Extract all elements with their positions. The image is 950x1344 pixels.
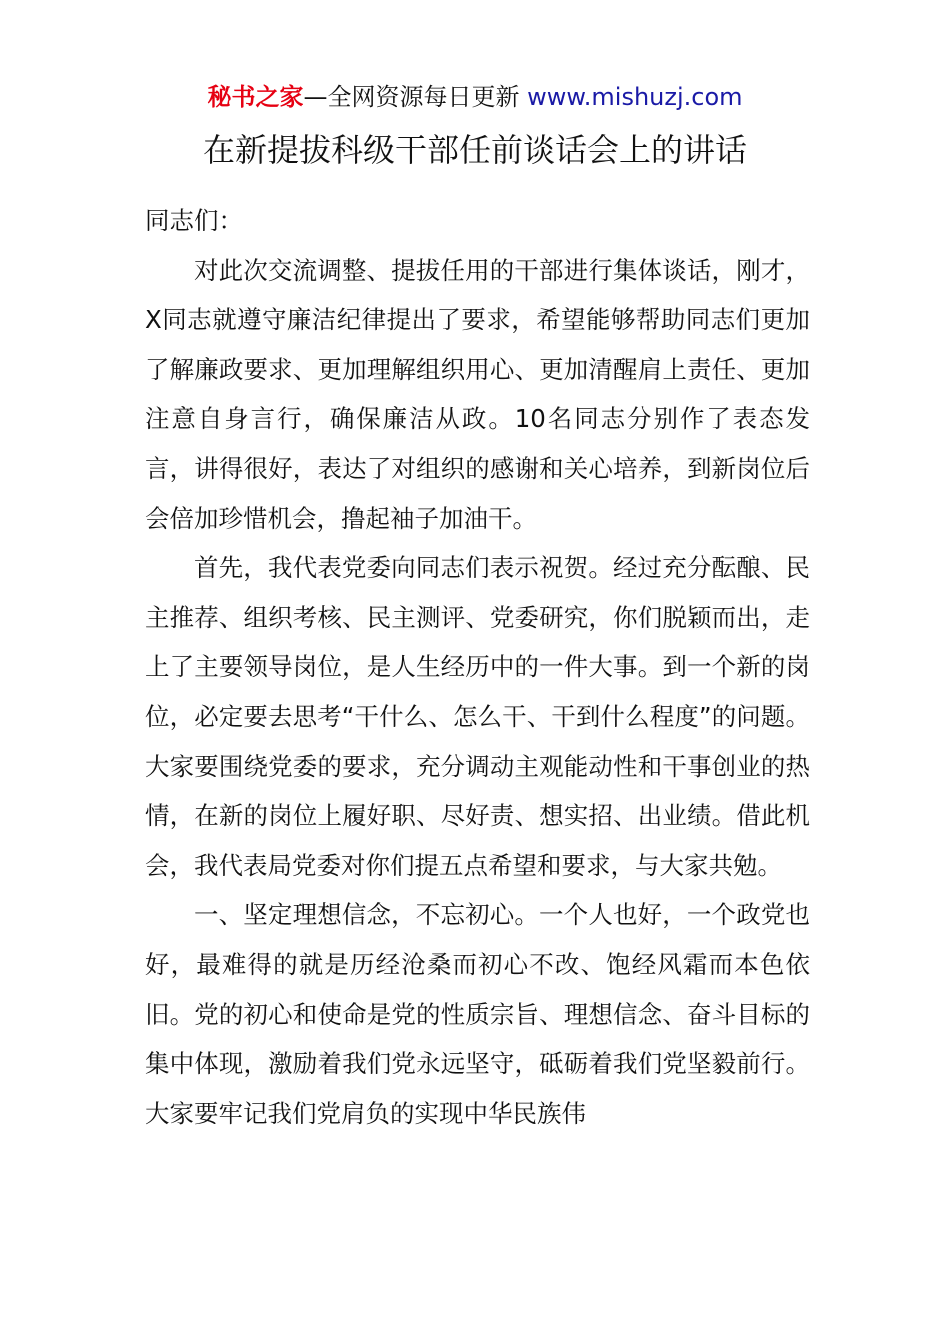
paragraph-2: 首先，我代表党委向同志们表示祝贺。经过充分酝酿、民主推荐、组织考核、民主测评、党委研究，你们脱颖而出，走上了主要领导岗位，是人生经历中的一件大事。到一个新的岗位，必定要去思考“干什么、怎么干、干到什么程度”的问题。大家要围绕党委的要求，充分调动主观能动性和干事创业的热情，在新的岗位上履好职、尽好责、想实招、出业绩。借此机会，我代表局党委对你们提五点希望和要求，与大家共勉。	[145, 553, 810, 880]
site-url-link[interactable]: www.mishuzj.com	[527, 83, 743, 111]
document-body	[145, 196, 810, 1138]
salutation: 同志们：	[145, 206, 243, 235]
site-tagline: —全网资源每日更新	[303, 83, 520, 111]
document-title: 在新提拔科级干部任前谈话会上的讲话	[202, 131, 747, 169]
paragraph-1: 对此次交流调整、提拔任用的干部进行集体谈话，刚才，X同志就遵守廉洁纪律提出了要求，希望能够帮助同志们更加了解廉政要求、更加理解组织用心、更加清醒肩上责任、更加注意自身言行，确保廉洁从政。10名同志分别作了表态发言，讲得很好，表达了对组织的感谢和关心培养，到新岗位后会倍加珍惜机会，撸起袖子加油干。	[145, 255, 810, 533]
site-brand: 秘书之家	[207, 83, 304, 111]
site-header	[0, 80, 950, 114]
paragraph-3: 一、坚定理想信念，不忘初心。一个人也好，一个政党也好，最难得的就是历经沧桑而初心不改、饱经风霜而本色依旧。党的初心和使命是党的性质宗旨、理想信念、奋斗目标的集中体现，激励着我们党永远坚守，砥砺着我们党坚毅前行。大家要牢记我们党肩负的实现中华民族伟	[145, 900, 810, 1128]
